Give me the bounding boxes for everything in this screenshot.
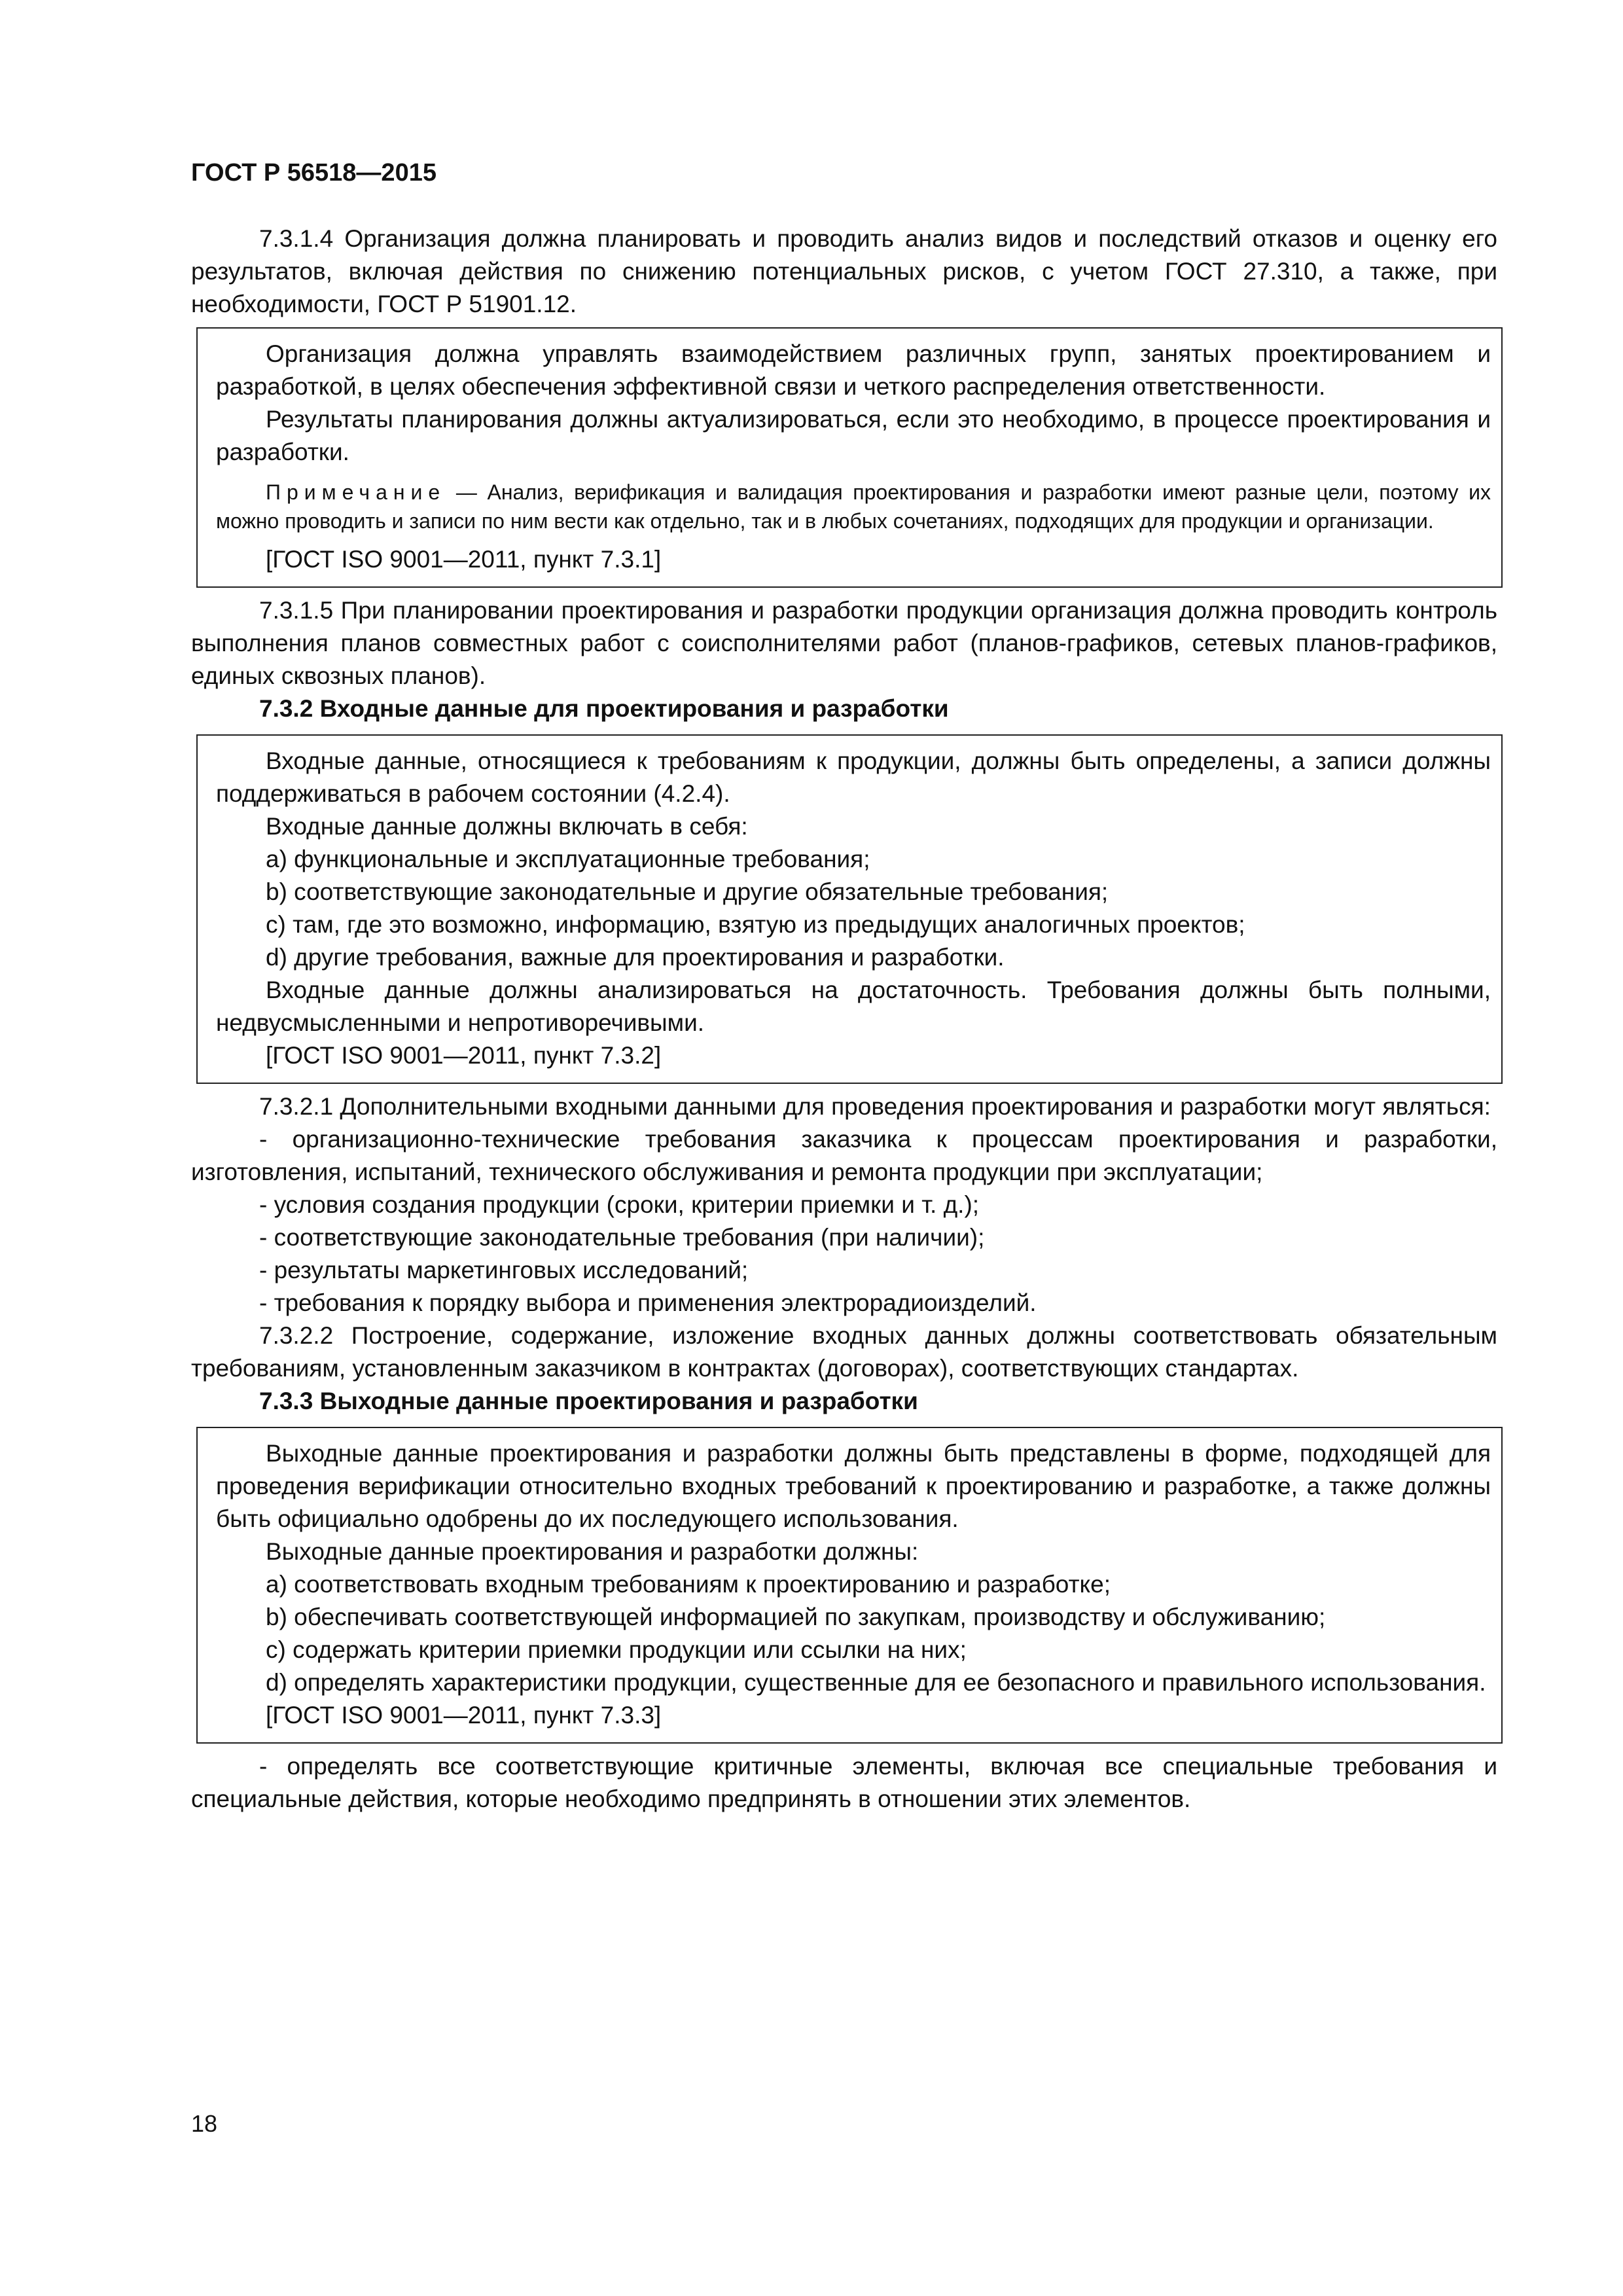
note-label: Примечание bbox=[266, 480, 446, 504]
box3-item-a: a) соответствовать входным требованиям к проектированию и разработке; bbox=[266, 1571, 1111, 1598]
heading-7-3-3: 7.3.3 Выходные данные проектирования и разработки bbox=[259, 1388, 918, 1414]
list-item: - соответствующие законодательные требования (при наличии); bbox=[259, 1224, 985, 1251]
list-item: - результаты маркетинговых исследований; bbox=[259, 1257, 749, 1283]
heading-7-3-2: 7.3.2 Входные данные для проектирования и разработки bbox=[259, 695, 949, 722]
list-item: - требования к порядку выбора и применения электрорадиоизделий. bbox=[259, 1289, 1037, 1316]
box3-item-c: c) содержать критерии приемки продукции или ссылки на них; bbox=[266, 1636, 967, 1663]
box2-item-d: d) другие требования, важные для проектирования и разработки. bbox=[266, 944, 1005, 971]
box3-item-b: b) обеспечивать соответствующей информацией по закупкам, производству и обслуживанию; bbox=[266, 1604, 1326, 1630]
box1-note bbox=[216, 478, 1491, 535]
box2-item-b: b) соответствующие законодательные и другие обязательные требования; bbox=[266, 878, 1109, 905]
quote-box-iso-7-3-3 bbox=[196, 1427, 1503, 1744]
quote-box-iso-7-3-1 bbox=[196, 327, 1503, 588]
note-text: — Анализ, верификация и валидация проектирования и разработки имеют разные цели, поэтому их можно проводить и записи по ним вести как отдельно, так и в любых сочетаниях, подходящих для продукции и организации. bbox=[216, 480, 1491, 533]
box1-reference: [ГОСТ ISO 9001—2011, пункт 7.3.1] bbox=[266, 546, 662, 573]
list-item: - организационно-технические требования заказчика к процессам проектирования и разработки, изготовления, испытаний, технического обслуживания и ремонта продукции при эксплуатации; bbox=[191, 1126, 1497, 1185]
document-header: ГОСТ Р 56518—2015 bbox=[191, 159, 437, 187]
box3-item-d: d) определять характеристики продукции, существенные для ее безопасного и правильного использования. bbox=[266, 1669, 1486, 1696]
list-item: - условия создания продукции (сроки, критерии приемки и т. д.); bbox=[259, 1191, 980, 1218]
box3-paragraph-2: Выходные данные проектирования и разработки должны: bbox=[266, 1538, 919, 1565]
box3-paragraph-1: Выходные данные проектирования и разработки должны быть представлены в форме, подходящей для проведения верификации относительно входных требований к проектированию и разработке, а также должны быть официально одобрены до их последующего использования. bbox=[216, 1440, 1491, 1532]
paragraph-7-3-2-1: 7.3.2.1 Дополнительными входными данными для проведения проектирования и разработки могут являться: bbox=[259, 1093, 1491, 1120]
document-body bbox=[191, 223, 1497, 1816]
box3-reference: [ГОСТ ISO 9001—2011, пункт 7.3.3] bbox=[266, 1702, 662, 1729]
box2-item-c: c) там, где это возможно, информацию, взятую из предыдущих аналогичных проектов; bbox=[266, 911, 1245, 938]
box2-paragraph-3: Входные данные должны анализироваться на достаточность. Требования должны быть полными, недвусмысленными и непротиворечивыми. bbox=[216, 977, 1491, 1036]
page-number: 18 bbox=[191, 2110, 218, 2137]
box2-item-a: a) функциональные и эксплуатационные требования; bbox=[266, 846, 870, 872]
paragraph-final: - определять все соответствующие критичные элементы, включая все специальные требования и специальные действия, которые необходимо предпринять в отношении этих элементов. bbox=[191, 1753, 1497, 1812]
paragraph-7-3-1-5: 7.3.1.5 При планировании проектирования и разработки продукции организация должна проводить контроль выполнения планов совместных работ с соисполнителями работ (планов-графиков, сетевых планов-графиков, единых сквозных планов). bbox=[191, 597, 1497, 689]
quote-box-iso-7-3-2 bbox=[196, 734, 1503, 1084]
box2-paragraph-1: Входные данные, относящиеся к требованиям к продукции, должны быть определены, а записи должны поддерживаться в рабочем состоянии (4.2.4). bbox=[216, 747, 1491, 807]
box1-paragraph-1: Организация должна управлять взаимодействием различных групп, занятых проектированием и разработкой, в целях обеспечения эффективной связи и четкого распределения ответственности. bbox=[216, 340, 1491, 400]
box2-reference: [ГОСТ ISO 9001—2011, пункт 7.3.2] bbox=[266, 1042, 662, 1069]
paragraph-7-3-1-4: 7.3.1.4 Организация должна планировать и проводить анализ видов и последствий отказов и оценку его результатов, включая действия по снижению потенциальных рисков, с учетом ГОСТ 27.310, а также, при необходимости, ГОСТ Р 51901.12. bbox=[191, 225, 1497, 317]
paragraph-7-3-2-2: 7.3.2.2 Построение, содержание, изложение входных данных должны соответствовать обязательным требованиям, установленным заказчиком в контрактах (договорах), соответствующих стандартах. bbox=[191, 1322, 1497, 1382]
box1-paragraph-2: Результаты планирования должны актуализироваться, если это необходимо, в процессе проектирования и разработки. bbox=[216, 406, 1491, 465]
box2-paragraph-2: Входные данные должны включать в себя: bbox=[266, 813, 748, 840]
